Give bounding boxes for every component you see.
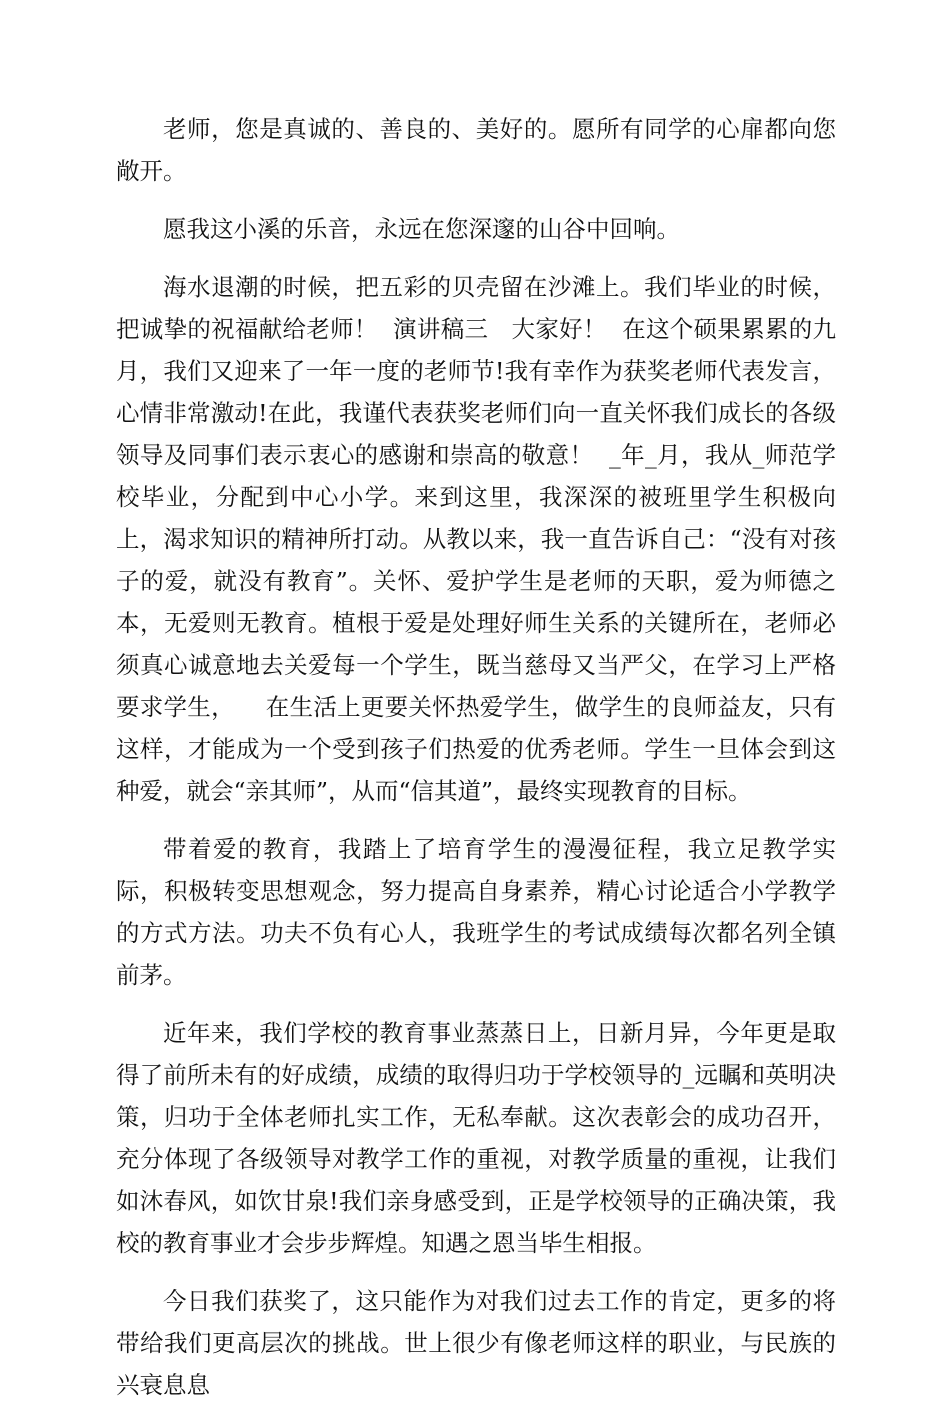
paragraph: 近年来，我们学校的教育事业蒸蒸日上，日新月异，今年更是取得了前所未有的好成绩，成绩的取得归功于学校领导的_远瞩和英明决策，归功于全体老师扎实工作，无私奉献。这次表彰会的成功召开，充分体现了各级领导对教学工作的重视，对教学质量的重视，让我们如沐春风，如饮甘泉!我们亲身感受到，正是学校领导的正确决策，我校的教育事业才会步步辉煌。知遇之恩当毕生相报。: [116, 1019, 836, 1257]
paragraph: 带着爱的教育，我踏上了培育学生的漫漫征程，我立足教学实际，积极转变思想观念，努力提高自身素养，精心讨论适合小学教学的方式方法。功夫不负有心人，我班学生的考试成绩每次都名列全镇前茅。: [116, 835, 836, 989]
paragraph: 海水退潮的时候，把五彩的贝壳留在沙滩上。我们毕业的时候，把诚挚的祝福献给老师！ 演讲稿三 大家好！ 在这个硕果累累的九月，我们又迎来了一年一度的老师节!我有幸作为获奖老师代表发言，心情非常激动!在此，我谨代表获奖老师们向一直关怀我们成长的各级领导及同事们表示衷心的感谢和崇高的敬意！ _年_月，我从_师范学校毕业，分配到中心小学。来到这里，我深深的被班里学生积极向上，渴求知识的精神所打动。从教以来，我一直告诉自己：“没有对孩子的爱，就没有教育”。关怀、爱护学生是老师的天职，爱为师德之本，无爱则无教育。植根于爱是处理好师生关系的关键所在，老师必须真心诚意地去关爱每一个学生，既当慈母又当严父，在学习上严格要求学生， 在生活上更要关怀热爱学生，做学生的良师益友，只有这样，才能成为一个受到孩子们热爱的优秀老师。学生一旦体会到这种爱，就会“亲其师”，从而“信其道”，最终实现教育的目标。: [116, 273, 836, 805]
document-body: [116, 108, 836, 1406]
paragraph: 愿我这小溪的乐音，永远在您深邃的山谷中回响。: [163, 215, 680, 243]
paragraph: 今日我们获奖了，这只能作为对我们过去工作的肯定，更多的将带给我们更高层次的挑战。世上很少有像老师这样的职业，与民族的兴衰息息: [116, 1287, 836, 1399]
paragraph: 老师，您是真诚的、善良的、美好的。愿所有同学的心扉都向您敞开。: [116, 115, 836, 185]
